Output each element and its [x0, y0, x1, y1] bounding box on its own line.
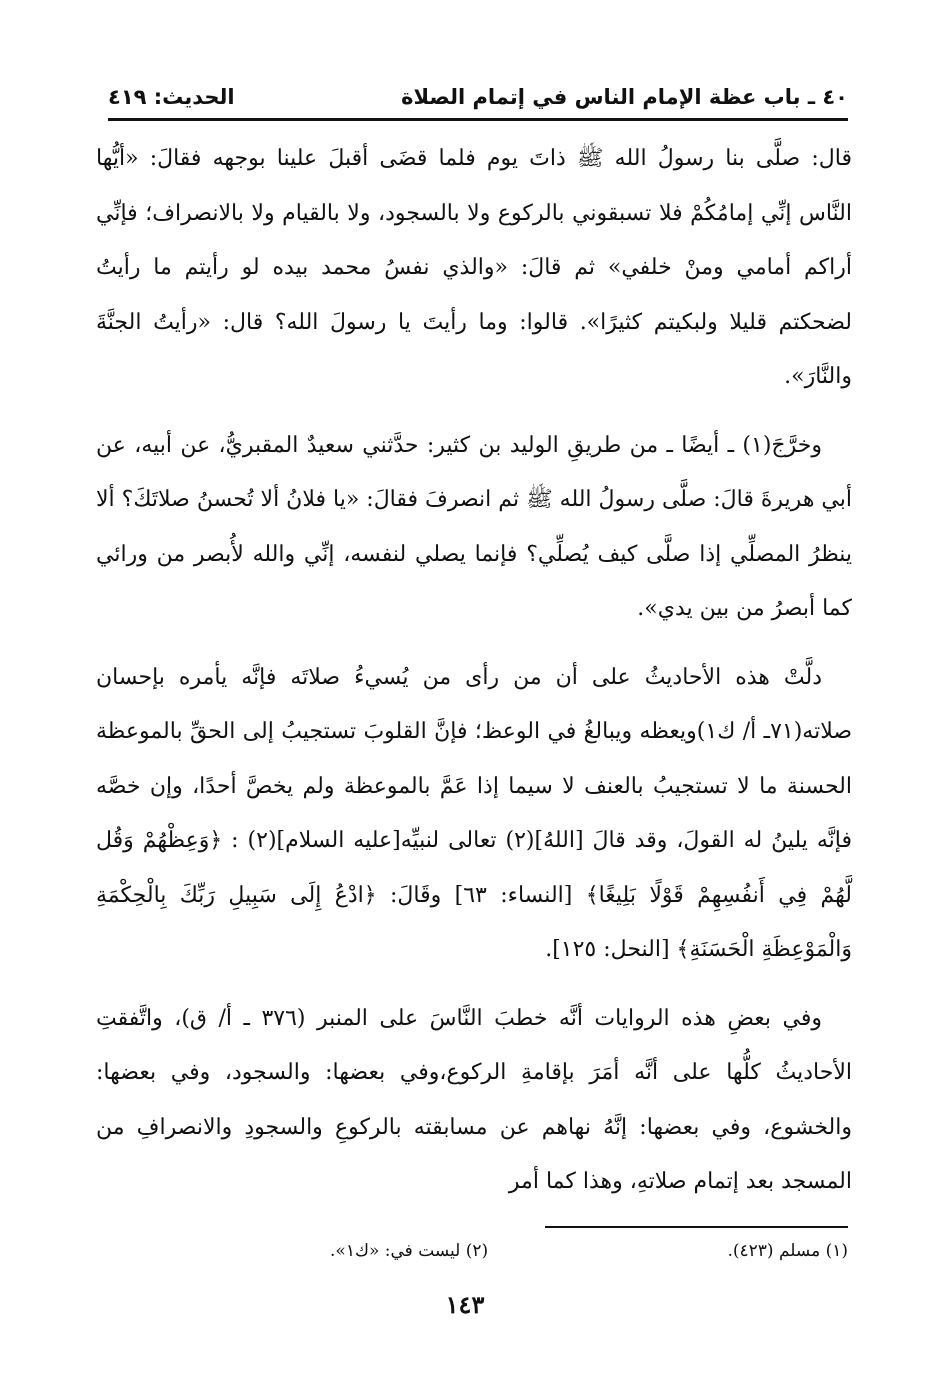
footnote-divider	[545, 1226, 848, 1228]
paragraph: وخرَّجَ(١) ـ أيضًا ـ من طريقِ الوليد بن كثير: حدَّثني سعيدٌ المقبريُّ، عن أبيه، عن أبي هريرةَ قالَ: صلَّى رسولُ الله ﷺ ثم انصرفَ فقالَ: «يا فلانُ ألا تُحسنُ صلاتَكَ؟ ألا ينظرُ المصلِّي إذا صلَّى كيف يُصلِّي؟ فإنما يصلي لنفسه، إنِّي والله لأُبصر من ورائي كما أبصرُ من بين يدي».	[96, 432, 852, 621]
main-text	[96, 132, 852, 1210]
footnote-2: (٢) ليست في: «ك١».	[330, 1241, 489, 1261]
chapter-title: ٤٠ ـ باب عظة الإمام الناس في إتمام الصلاة	[401, 85, 848, 109]
paragraph: وفي بعضِ هذه الروايات أنَّه خطبَ النَّاسَ على المنبر (٣٧٦ ـ أ/ ق)، واتَّفقتِ الأحاديثُ كلُّها على أنَّه أمَرَ بإقامةِ الركوع،وفي بعضها: والسجود، وفي بعضها: والخشوع، وفي بعضها: إنَّهُ نهاهم عن مسابقته بالركوعِ والسجودِ والانصرافِ من المسجد بعد إتمام صلاتهِ، وهذا كما أمر	[96, 1005, 852, 1194]
hadith-number: الحديث: ٤١٩	[108, 85, 235, 109]
running-header	[108, 78, 848, 116]
footnote-1: (١) مسلم (٤٢٣).	[727, 1241, 848, 1261]
page-number: ١٤٣	[445, 1290, 485, 1319]
paragraph: قال: صلَّى بنا رسولُ الله ﷺ ذاتَ يوم فلما قضَى أقبلَ علينا بوجهه فقالَ: «أيُّها النَّاس إنِّي إمامُكُمْ فلا تسبقوني بالركوع ولا بالسجود، ولا بالقيام ولا بالانصراف؛ فإنِّي أراكم أمامي ومنْ خلفي» ثم قالَ: «والذي نفسُ محمد بيده لو رأيتم ما رأيتُ لضحكتم قليلا ولبكيتم كثيرًا». قالوا: وما رأيتَ يا رسولَ الله؟ قال: «رأيتُ الجنَّةَ والنَّارَ».	[96, 146, 852, 389]
footnotes	[330, 1238, 848, 1264]
header-divider	[108, 118, 848, 121]
paragraph: دلَّتْ هذه الأحاديثُ على أن من رأى من يُسيءُ صلاتَه فإنَّه يأمره بإحسان صلاته(٧١ـ أ/ ك١)ويعظه ويبالغُ في الوعظ؛ فإنَّ القلوبَ تستجيبُ إلى الحقِّ بالموعظة الحسنة ما لا تستجيبُ بالعنف لا سيما إذا عَمَّ بالموعظة ولم يخصَّ أحدًا، وإن خصَّه فإنَّه يلينُ له القولَ، وقد قالَ [اللهُ](٢) تعالى لنبيِّه[عليه السلام](٢) : ﴿وَعِظْهُمْ وَقُل لَّهُمْ فِي أَنفُسِهِمْ قَوْلًا بَلِيغًا﴾ [النساء: ٦٣] وقَالَ: ﴿ادْعُ إِلَى سَبِيلِ رَبِّكَ بِالْحِكْمَةِ وَالْمَوْعِظَةِ الْحَسَنَةِ﴾ [النحل: ١٢٥].	[96, 664, 853, 962]
